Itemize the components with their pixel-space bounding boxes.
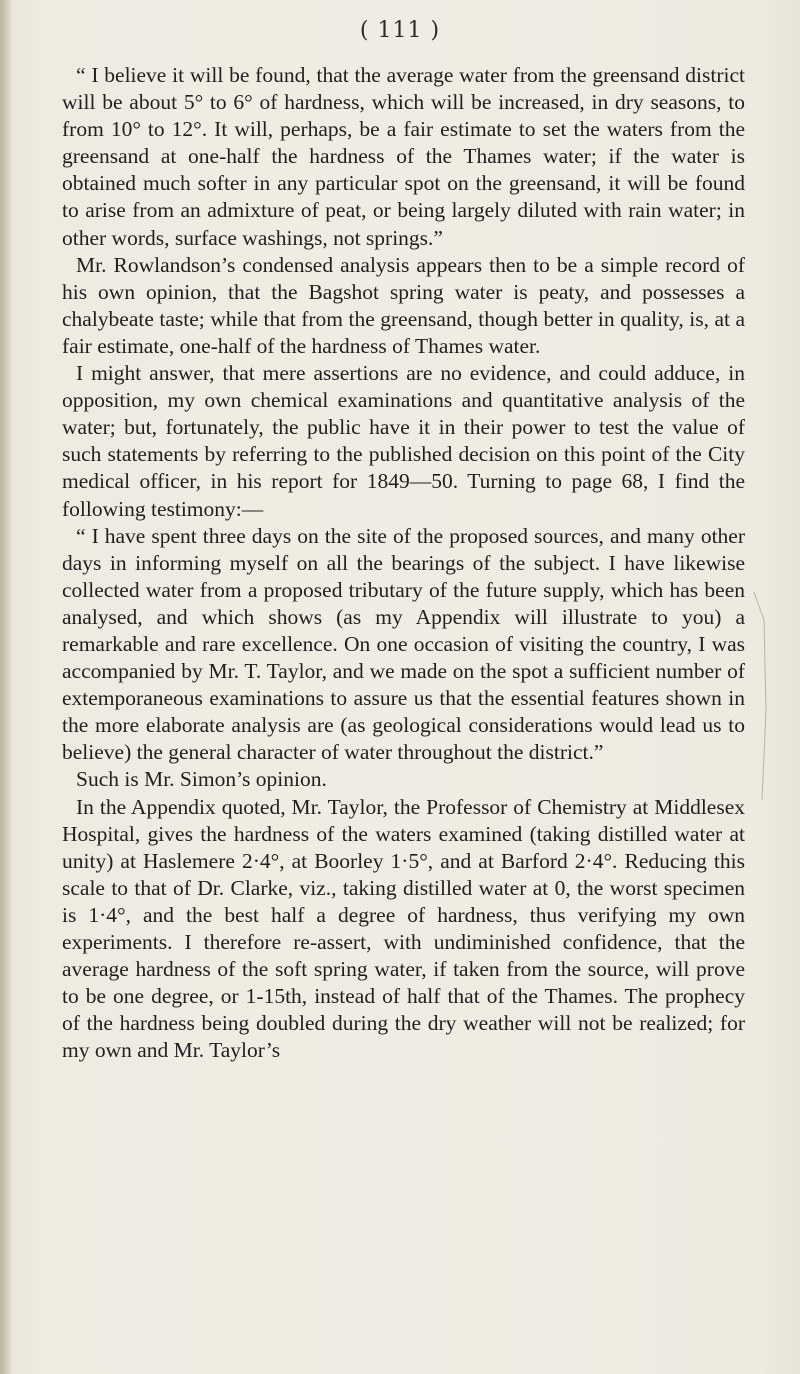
paragraph-rowlandson-analysis: Mr. Rowlandson’s condensed analysis appears then to be a simple record of his own opinion, that the Bagshot spring water is peaty, and possesses a chalybeate taste; while that from the greensand, though better in quality, is, at a fair estimate, one-half of the hardness of Thames water.: [62, 252, 745, 358]
paragraph-quote-simon: “ I have spent three days on the site of the proposed sources, and many other days in informing myself on all the bearings of the subject. I have likewise collected water from a proposed tributary of the future supply, which has been analysed, and which shows (as my Appendix will illustrate to you) a remarkable and rare excellence. On one occasion of visiting the country, I was accompanied by Mr. T. Taylor, and we made on the spot a sufficient number of extemporaneous examinations to assure us that the essential features shown in the more elaborate analysis are (as geological considerations would lead us to believe) the general character of water throughout the district.”: [62, 523, 745, 765]
paragraph-simon-opinion: Such is Mr. Simon’s opinion.: [76, 767, 327, 792]
gutter-shadow: [0, 0, 12, 1374]
page-number: ( 111 ): [359, 18, 441, 43]
body-text: [62, 62, 745, 1064]
margin-pencil-mark: [752, 590, 792, 810]
paragraph-appendix: In the Appendix quoted, Mr. Taylor, the Professor of Chemistry at Middlesex Hospital, gives the hardness of the waters examined (taking distilled water at unity) at Haslemere 2·4°, at Boorley 1·5°, and at Barford 2·4°. Reducing this scale to that of Dr. Clarke, viz., taking distilled water at 0, the worst specimen is 1·4°, and the best half a degree of hardness, thus verifying my own experiments. I therefore re-assert, with undiminished confidence, that the average hardness of the soft spring water, if taken from the source, will prove to be one degree, or 1-15th, instead of half that of the Thames. The prophecy of the hardness being doubled during the dry weather will not be realized; for my own and Mr. Taylor’s: [62, 794, 745, 1063]
paragraph-quote-rowlandson: “ I believe it will be found, that the average water from the greensand district will be about 5° to 6° of hardness, which will be increased, in dry seasons, to from 10° to 12°. It will, perhaps, be a fair estimate to set the waters from the greensand at one-half the hardness of the Thames water; if the water is obtained much softer in any particular spot on the greensand, it will be found to arise from an admixture of peat, or being largely diluted with rain water; in other words, surface washings, not springs.”: [62, 63, 745, 250]
paragraph-answer: I might answer, that mere assertions are no evidence, and could adduce, in opposition, my own chemical examinations and quantitative analysis of the water; but, fortunately, the public have it in their power to test the value of such statements by referring to the published decision on this point of the City medical officer, in his report for 1849—50. Turning to page 68, I find the following testimony:—: [62, 361, 745, 521]
